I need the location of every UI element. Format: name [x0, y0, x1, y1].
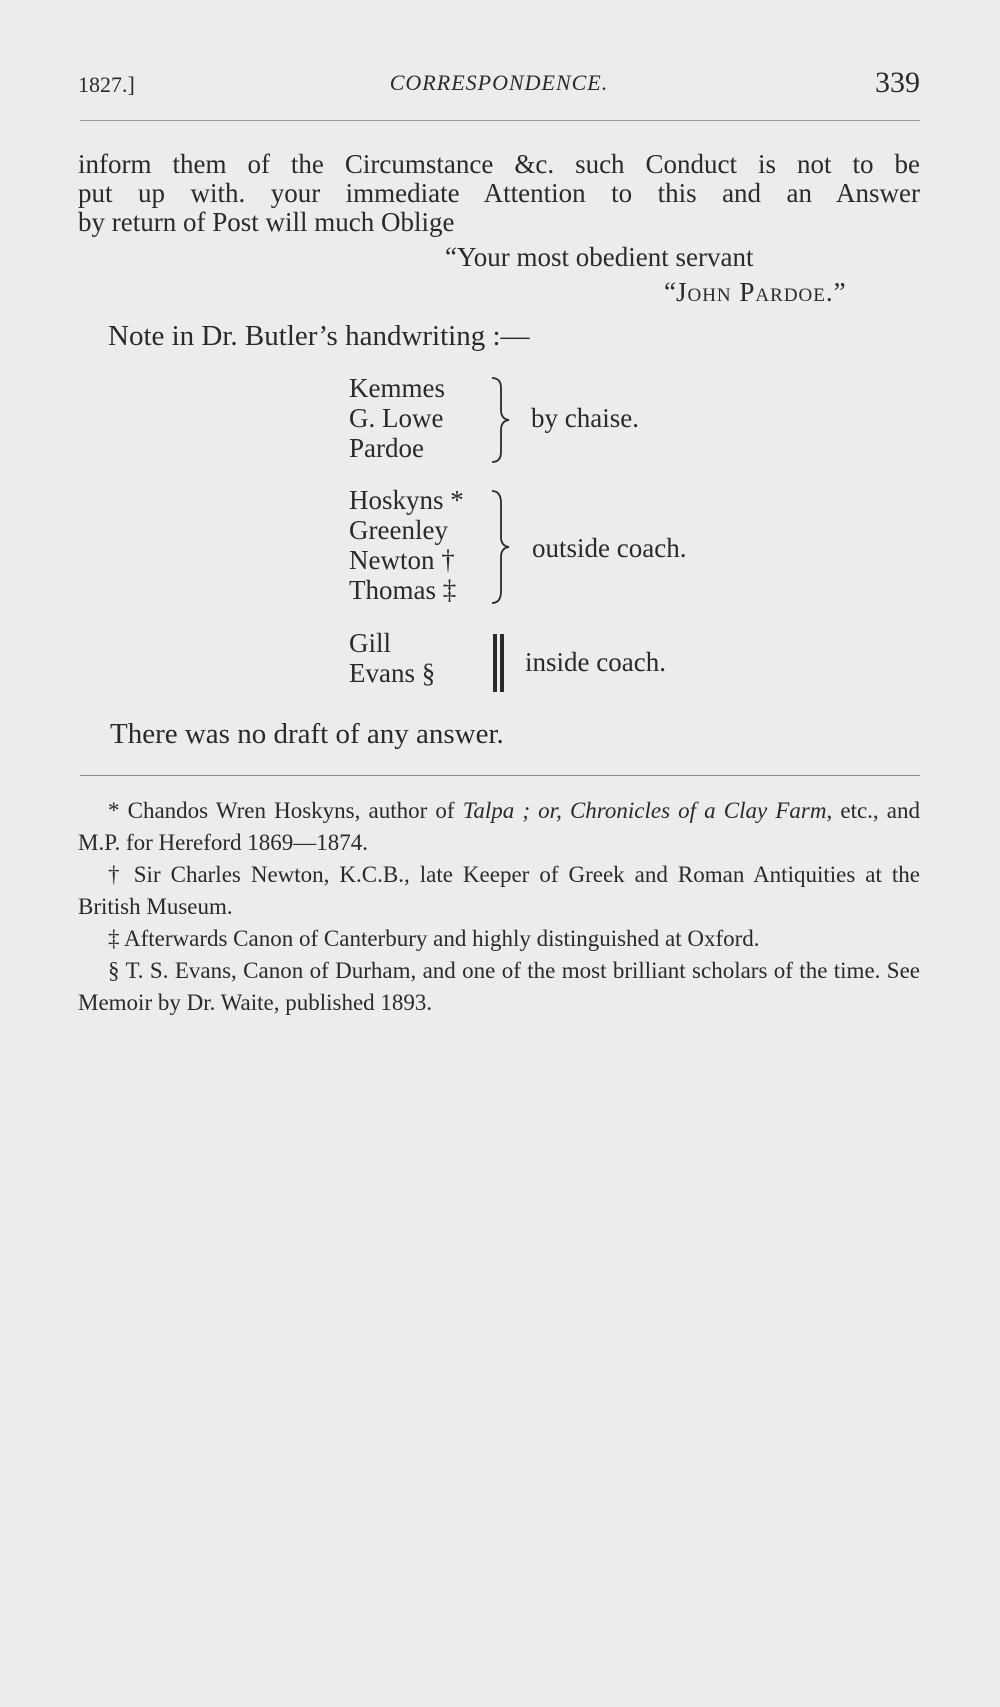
- letter-line: inform them of the Circumstance &c. such Conduct is not to be: [78, 149, 920, 179]
- letter-signature: [664, 277, 846, 308]
- passenger-name: Pardoe: [349, 433, 424, 463]
- passenger-name: Thomas ‡: [349, 575, 457, 605]
- letter-closing: “Your most obedient servant: [445, 242, 754, 272]
- passenger-name: Newton †: [349, 545, 455, 575]
- page-number: 339: [875, 66, 920, 99]
- double-bar-brace: [489, 632, 509, 694]
- name-list: [349, 373, 445, 463]
- right-brace: [489, 376, 513, 464]
- passenger-name: Evans §: [349, 658, 436, 688]
- footnote-newton: † Sir Charles Newton, K.C.B., late Keeper of Greek and Roman Antiquities at the British Museum.: [78, 862, 920, 919]
- transport-label: by chaise.: [531, 403, 639, 433]
- letter-line: by return of Post will much Oblige: [78, 207, 455, 237]
- name-list: [349, 485, 464, 605]
- final-note: There was no draft of any answer.: [110, 718, 504, 750]
- signature-open-quote: “: [664, 277, 676, 307]
- signature-close-quote: ”: [833, 277, 846, 307]
- passenger-name: Greenley: [349, 515, 448, 545]
- letter-line: put up with. your immediate Attention to this and an Answer: [78, 178, 920, 208]
- footnotes: [78, 795, 920, 1019]
- passenger-group-inside-coach: [349, 628, 666, 688]
- transport-label: outside coach.: [532, 533, 687, 563]
- footnote-text: Chandos Wren Hoskyns, author of: [119, 798, 463, 823]
- passenger-name: Kemmes: [349, 373, 445, 403]
- name-list: [349, 628, 435, 688]
- right-brace: [489, 489, 513, 605]
- transport-label: inside coach.: [525, 647, 666, 677]
- note-intro: Note in Dr. Butler’s handwriting :—: [108, 320, 530, 352]
- signature-name: John Pardoe.: [675, 277, 834, 307]
- book-title: Talpa ; or, Chronicles of a Clay Farm: [462, 798, 827, 823]
- passenger-name: G. Lowe: [349, 403, 444, 433]
- letter-paragraph: [78, 150, 920, 237]
- footnote-text: , etc., and M.P. for Hereford 1869—1874.: [78, 798, 921, 855]
- passenger-group-chaise: [349, 373, 639, 463]
- header-rule: [80, 120, 920, 121]
- footnote-rule: [80, 775, 920, 776]
- footnote-hoskyns: [78, 795, 920, 859]
- header-year: 1827.]: [78, 72, 135, 97]
- running-header: [78, 66, 920, 106]
- footnote-evans: § T. S. Evans, Canon of Durham, and one of the most brilliant scholars of the time. See Memoir by Dr. Waite, published 1893.: [78, 958, 920, 1015]
- passenger-name: Gill: [349, 628, 392, 658]
- header-section-title: CORRESPONDENCE.: [389, 70, 609, 95]
- footnote-thomas: ‡ Afterwards Canon of Canterbury and highly distinguished at Oxford.: [108, 926, 760, 951]
- passenger-name: Hoskyns *: [349, 485, 464, 515]
- footnote-mark: *: [108, 798, 120, 823]
- passenger-group-outside-coach: [349, 485, 687, 605]
